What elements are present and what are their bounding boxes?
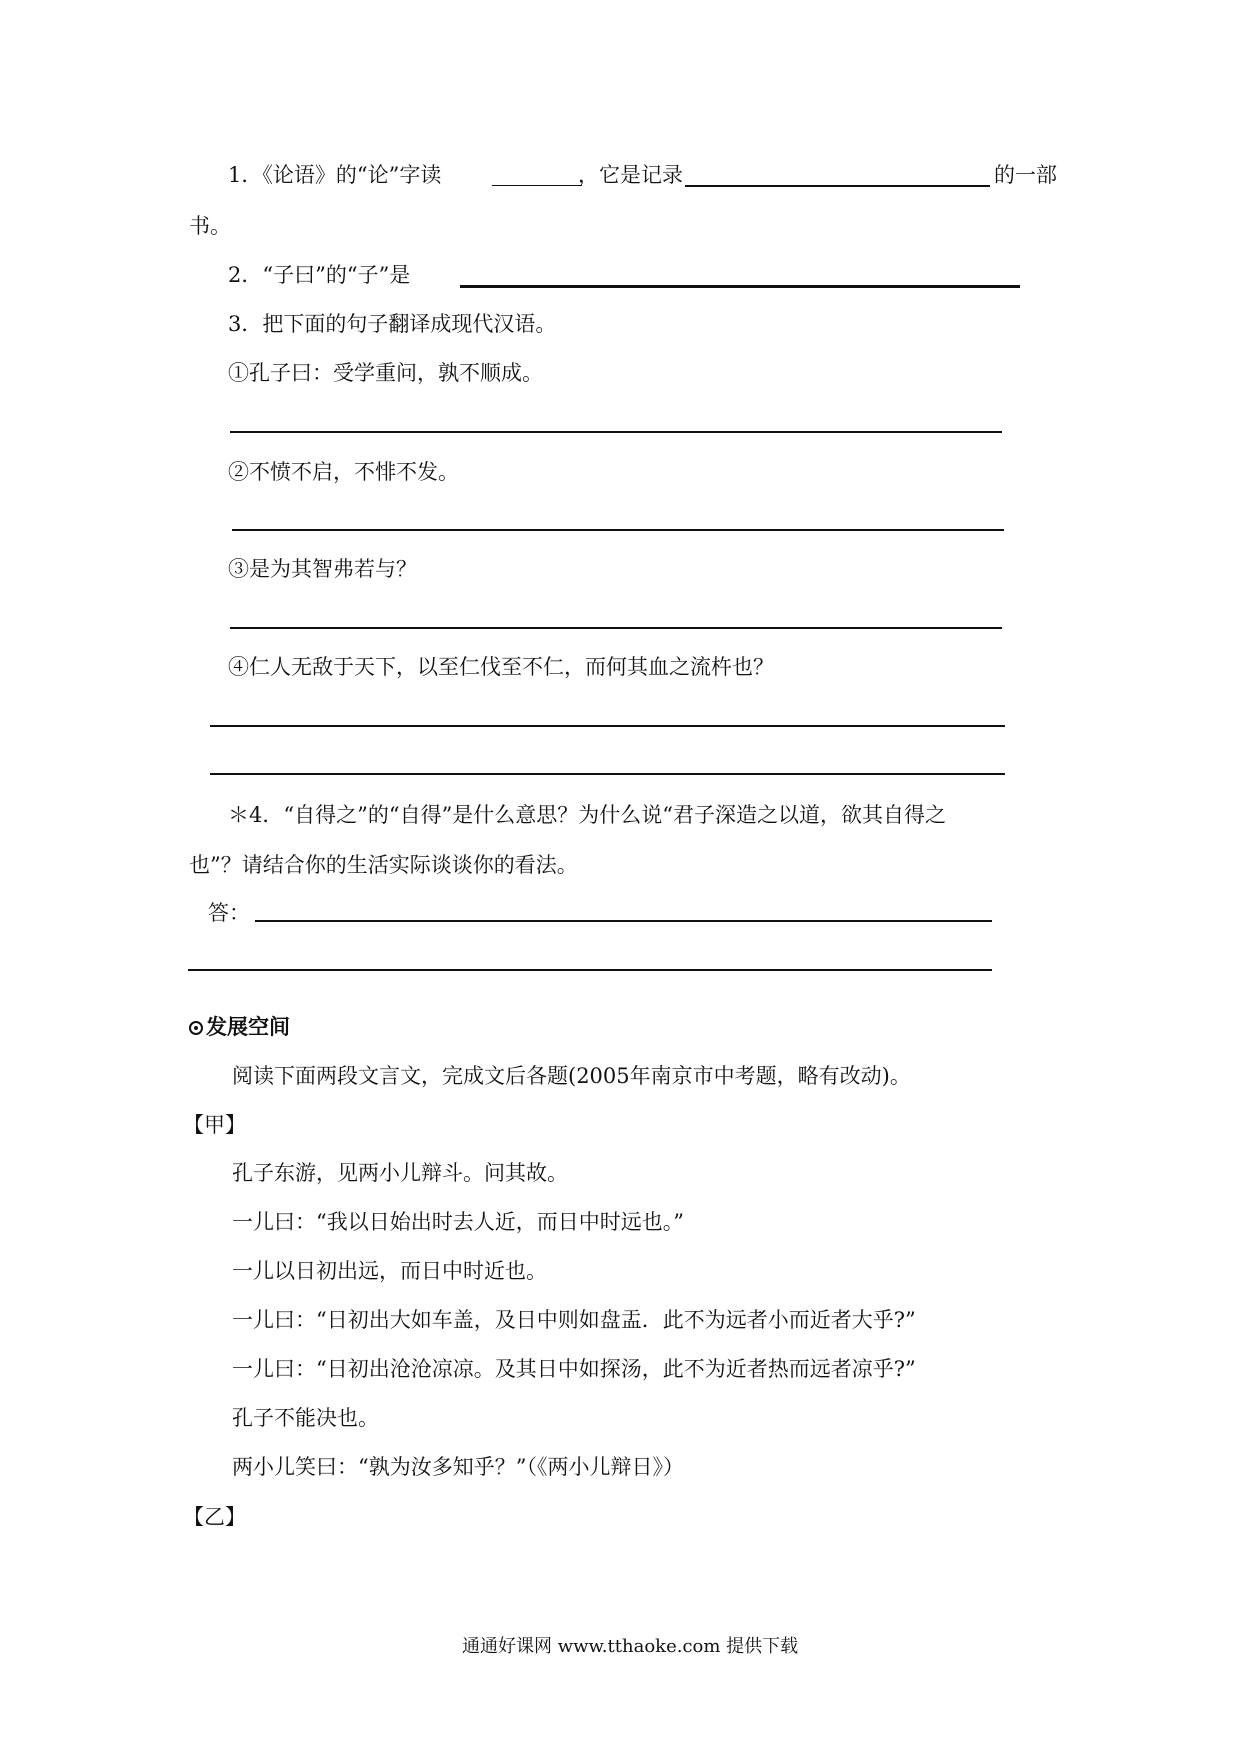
q1-blank-reading[interactable]: [492, 185, 582, 186]
q1-wrap: 书。: [189, 214, 231, 238]
q3-answer-line-3[interactable]: [230, 627, 1002, 629]
q4-answer-line-2[interactable]: [188, 969, 992, 971]
passage-jia-label: 【甲】: [183, 1113, 246, 1137]
q1-part2: ，它是记录: [578, 163, 683, 187]
passage-jia-line-7: 两小儿笑曰：“孰为汝多知乎？”（《两小儿辩日》）: [232, 1455, 684, 1479]
q3-item-4: ④仁人无敌于天下，以至仁伐至不仁，而何其血之流杵也？: [228, 655, 774, 679]
circle-dot-icon: [189, 1021, 203, 1035]
passage-jia-line-2: 一儿曰：“我以日始出时去人近，而日中时远也。”: [232, 1210, 684, 1234]
q2-text: 2．“子曰”的“子”是: [228, 263, 411, 287]
q1-part1: 1．《论语》的“论”字读: [228, 163, 442, 187]
passage-jia-line-3: 一儿以日初出远，而日中时近也。: [232, 1259, 547, 1283]
q4-line-2: 也”？请结合你的生活实际谈谈你的看法。: [189, 853, 578, 877]
q3-answer-line-4b[interactable]: [210, 773, 1005, 775]
q3-item-1: ①孔子曰：受学重问，孰不顺成。: [228, 361, 543, 385]
q4-answer-line-1[interactable]: [255, 920, 992, 922]
passage-jia-line-6: 孔子不能决也。: [232, 1406, 379, 1430]
q1-blank-record[interactable]: [685, 185, 990, 187]
q3-answer-line-1[interactable]: [230, 431, 1002, 433]
passage-jia-line-5: 一儿曰：“日初出沧沧凉凉。及其日中如探汤，此不为近者热而远者凉乎?”: [232, 1357, 916, 1381]
q2-blank[interactable]: [460, 285, 1020, 288]
passage-jia-line-4: 一儿曰：“日初出大如车盖，及日中则如盘盂．此不为远者小而近者大乎?”: [232, 1308, 916, 1332]
q4-line-1: ＊4．“自得之”的“自得”是什么意思？为什么说“君子深造之以道，欲其自得之: [228, 803, 947, 827]
passage-yi-label: 【乙】: [183, 1505, 246, 1529]
q1-part3: 的一部: [994, 163, 1057, 187]
q3-answer-line-2[interactable]: [232, 529, 1004, 531]
q3-item-3: ③是为其智弗若与？: [228, 557, 417, 581]
q4-answer-label: 答：: [208, 901, 250, 925]
section-intro: 阅读下面两段文言文，完成文后各题(2005年南京市中考题，略有改动)。: [232, 1064, 911, 1088]
q3-prompt: 3．把下面的句子翻译成现代汉语。: [228, 312, 557, 336]
passage-jia-line-1: 孔子东游，见两小儿辩斗。问其故。: [232, 1161, 568, 1185]
q3-answer-line-4a[interactable]: [210, 725, 1005, 727]
section-heading: [189, 1012, 290, 1042]
page-footer: 通通好课网 www.tthaoke.com 提供下载: [462, 1636, 799, 1657]
q3-item-2: ②不愤不启，不悱不发。: [228, 460, 459, 484]
section-title: 发展空间: [206, 1015, 290, 1039]
